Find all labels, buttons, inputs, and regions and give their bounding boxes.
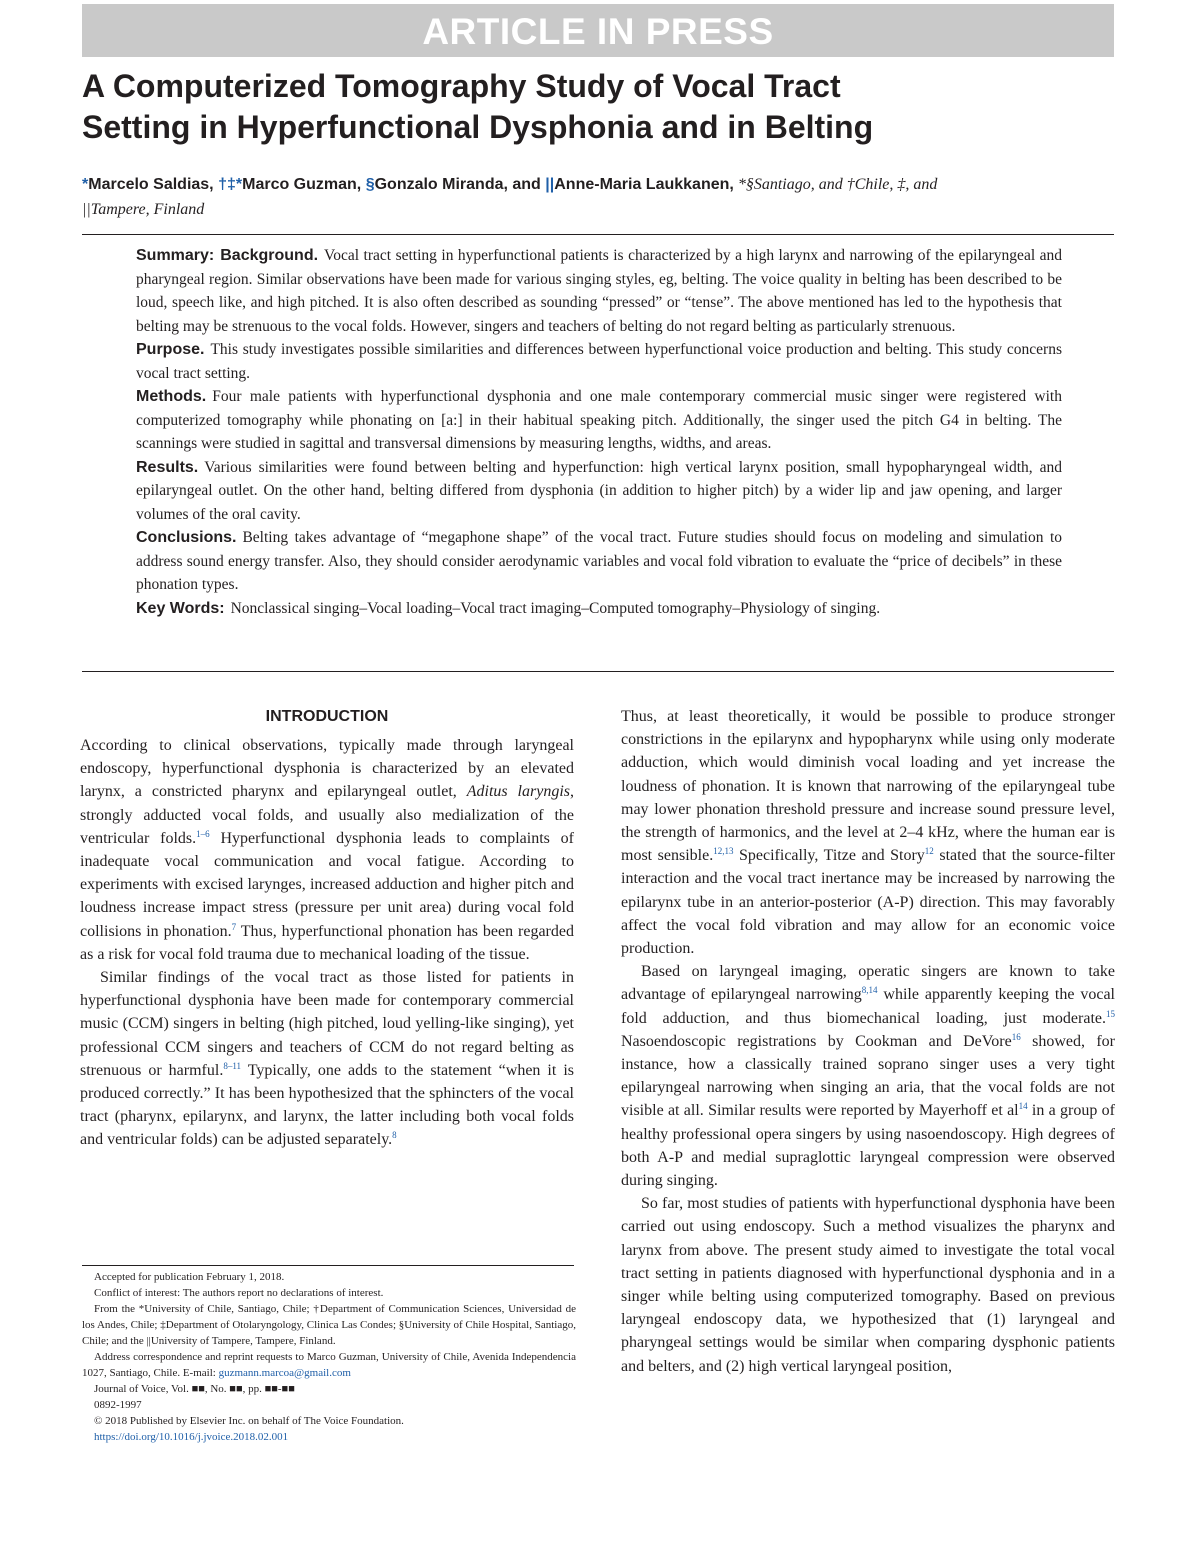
citation-ref[interactable]: 8,14 [861, 985, 878, 996]
results-label: Results. [136, 458, 199, 476]
title-line-2: Setting in Hyperfunctional Dysphonia and in Belting [82, 109, 874, 145]
abstract-background [136, 244, 1062, 338]
footnote-affiliations: From the *University of Chile, Santiago, Chile; †Department of Communication Sciences, Universidad de los Andes, Chile; ‡Department of Otolaryngology, Clinica Las Condes; §University of Chile Hospital, Santiago, Chile; and the ||University of Tampere, Tampere, Finland. [82, 1303, 576, 1347]
citation-ref[interactable]: 16 [1011, 1031, 1021, 1042]
abstract-keywords [136, 597, 1062, 621]
section-heading-introduction: INTRODUCTION [265, 708, 389, 725]
intro-paragraph-4: Based on laryngeal imaging, operatic singers are known to take advantage of epilaryngeal narrowing$^{8,14}$ while apparently keeping the vocal fold adduction, and thus biomechanical loading, just moderate.$^{15}$ Nasoendoscopic registrations by Cookman and DeVore$^{16}$ showed, for instance, how a classically trained soprano singer uses a very tight epilaryngeal narrowing when singing an aria, that the vocal folds are not visible at all. Similar results were reported by Mayerhoff et $al^{14}$ in a group of healthy professional opera singers by using nasoendoscopy. High degrees of both A-P and medial supraglottic laryngeal compression were observed during singing. [621, 963, 1115, 1190]
abstract-purpose [136, 338, 1062, 385]
citation-ref[interactable]: 8–11 [223, 1060, 241, 1071]
author-names: *Marcelo Saldias, †‡*Marco Guzman, §Gonzalo Miranda, and ||Anne-Maria Laukkanen, [82, 176, 734, 193]
citation-ref[interactable]: 1–6 [196, 828, 210, 839]
purpose-text: This study investigates possible similarities and differences between hyperfunctional voice production and belting. This study concerns vocal tract setting. [136, 341, 1062, 382]
author-3: Gonzalo Miranda, and [374, 176, 546, 193]
citation-ref[interactable]: 15 [1106, 1008, 1115, 1019]
purpose-label: Purpose. [136, 341, 205, 358]
body-column-left [80, 705, 574, 1152]
background-label: Background. [220, 247, 319, 264]
footnotes [82, 1269, 576, 1445]
results-text: Various similarities were found between belting and hyperfunction: high vertical larynx position, small hypopharyngeal width, and epilaryngeal outlet. On the other hand, belting differed from dysphonia (in addition to higher pitch) by a wider lip and jaw opening, and larger volumes of the oral cavity. [136, 458, 1062, 523]
intro-paragraph-2: Similar findings of the vocal tract as those listed for patients in hyperfunctional dysphonia have been made for contemporary commercial music (CCM) singers in belting (high pitched, loud yelling-like singing), yet professional CCM singers and teachers of CCM do not regard belting as strenuous or harmful.$^{8-11}$ Typically, one adds to the statement “when it is produced correctly.” It has been hypothesized that the sphincters of the vocal tract (pharynx, epilarynx, and larynx, the latter including both vocal folds and ventricular folds) can be adjusted separately.$^8$ [80, 969, 574, 1149]
footnote-conflict: Conflict of interest: The authors report no declarations of interest. [94, 1287, 384, 1299]
abstract-results [136, 456, 1062, 527]
footnote-rule [82, 1265, 574, 1266]
footnote-issn: 0892-1997 [94, 1399, 142, 1411]
author-4: Anne-Maria Laukkanen, [554, 176, 734, 193]
citation-ref[interactable]: 8 [392, 1130, 397, 1141]
footnote-accepted: Accepted for publication February 1, 2018. [94, 1271, 285, 1283]
author-2: Marco Guzman, [242, 176, 366, 193]
abstract-conclusions [136, 526, 1062, 597]
aditus-laryngis-term: Aditus laryngis [466, 783, 570, 801]
methods-label: Methods. [136, 388, 207, 405]
citation-ref[interactable]: 12,13 [713, 846, 734, 857]
abstract-bottom-rule [82, 671, 1114, 672]
abstract-top-rule [82, 234, 1114, 235]
email-link[interactable]: guzmann.marcoa@gmail.com [218, 1367, 351, 1379]
conclusions-text: Belting takes advantage of “megaphone shape” of the vocal tract. Future studies should focus on modeling and simulation to address sound energy transfer. Also, they should consider aerodynamic variables and vocal fold vibration to evaluate the “price of decibels” in these phonation types. [136, 529, 1062, 593]
article-in-press-banner: ARTICLE IN PRESS [82, 4, 1114, 57]
footnote-journal: Journal of Voice, Vol. ■■, No. ■■, pp. ■■-■■ [94, 1383, 295, 1395]
author-1: Marcelo Saldias, [88, 176, 219, 193]
conclusions-label: Conclusions. [136, 529, 237, 546]
author-affiliations-line-2: ||Tampere, Finland [82, 201, 205, 218]
author-affiliations: *§Santiago, and †Chile, ‡, and [733, 176, 938, 193]
summary-label: Summary: [136, 247, 215, 264]
intro-paragraph-3: Thus, at least theoretically, it would be possible to produce stronger constrictions in the epilarynx and hypopharynx while using only moderate adduction, which would diminish vocal loading and yet increase the loudness of phonation. It is known that narrowing of the epilaryngeal tube may lower phonation threshold pressure and increase sound pressure level, the strength of harmonics, and the level at 2–4 kHz, where the human ear is most sensible.$^{12,13}$ Specifically, Titze and Story$^{12}$ stated that the source-filter interaction and the vocal tract inertance may be increased by narrowing the epilarynx tube in an anterior-posterior (A-P) direction. This may favorably affect the vocal fold vibration and may allow for an economic voice production. [621, 708, 1115, 958]
keywords-label: Key Words: [136, 599, 225, 617]
intro-paragraph-5: So far, most studies of patients with hyperfunctional dysphonia have been carried out using endoscopy. Such a method visualizes the pharynx and larynx from above. The present study aimed to investigate the total vocal tract setting in patients diagnosed with hyperfunctional dysphonia and in a singer while belting using computerized tomography. Based on previous laryngeal endoscopy data, we hypothesized that (1) laryngeal and pharyngeal settings would be similar when comparing dysphonic patients and belters, and (2) high vertical laryngeal position, [621, 1195, 1115, 1375]
abstract-methods [136, 385, 1062, 456]
intro-paragraph-1: According to clinical observations, typically made through laryngeal endoscopy, hyperfunctional dysphonia is characterized by an elevated larynx, a constricted pharynx and epilaryngeal outlet, Aditus laryngis, strongly adducted vocal folds, and usually also medialization of the ventricular folds.$^{1-6}$ Hyperfunctional dysphonia leads to complaints of inadequate vocal communication and vocal fatigue. According to experiments with excised larynges, increased adduction and higher pitch and loudness increase impact stress (pressure per unit area) during vocal fold collisions in phonation.$^7$ Thus, hyperfunctional phonation has been regarded as a risk for vocal fold trauma due to mechanical loading of the tissue. [80, 737, 575, 963]
methods-text: Four male patients with hyperfunctional dysphonia and one male contemporary commercial music singer were registered with computerized tomography while phonating on [a:] in their habitual speaking pitch. Additionally, the singer used the pitch G4 in belting. The scannings were studied in sagittal and transversal dimensions by measuring lengths, widths, and areas. [136, 388, 1062, 452]
citation-ref[interactable]: 7 [231, 921, 237, 932]
doi-link[interactable]: https://doi.org/10.1016/j.jvoice.2018.02.001 [94, 1431, 289, 1443]
footnote-correspondence: Address correspondence and reprint requests to Marco Guzman, University of Chile, Avenida Independencia 1027, Santiago, Chile. E-mail: guzmann.marcoa@gmail.com [82, 1351, 576, 1379]
footnote-copyright: © 2018 Published by Elsevier Inc. on behalf of The Voice Foundation. [94, 1415, 404, 1427]
citation-ref[interactable]: 12 [924, 846, 934, 857]
citation-ref[interactable]: 14 [1018, 1101, 1028, 1112]
body-column-right [621, 705, 1115, 1378]
keywords-text: Nonclassical singing–Vocal loading–Vocal tract imaging–Computed tomography–Physiology of singing. [230, 599, 881, 617]
title-line-1: A Computerized Tomography Study of Vocal Tract [82, 68, 841, 104]
background-text: Vocal tract setting in hyperfunctional patients is characterized by a high larynx and narrowing of the epilaryngeal and pharyngeal region. Similar observations have been made for various singing styles, eg, belting. The voice quality in belting has been described to be loud, speech like, and high pitched. It is also often described as sounding “pressed” or “tense”. The above mentioned has led to the hypothesis that belting may be strenuous to the vocal folds. However, singers and teachers of belting do not regard belting as particularly strenuous. [136, 247, 1062, 335]
abstract [136, 244, 1062, 620]
author-list [82, 172, 1117, 222]
article-title [82, 66, 1114, 148]
